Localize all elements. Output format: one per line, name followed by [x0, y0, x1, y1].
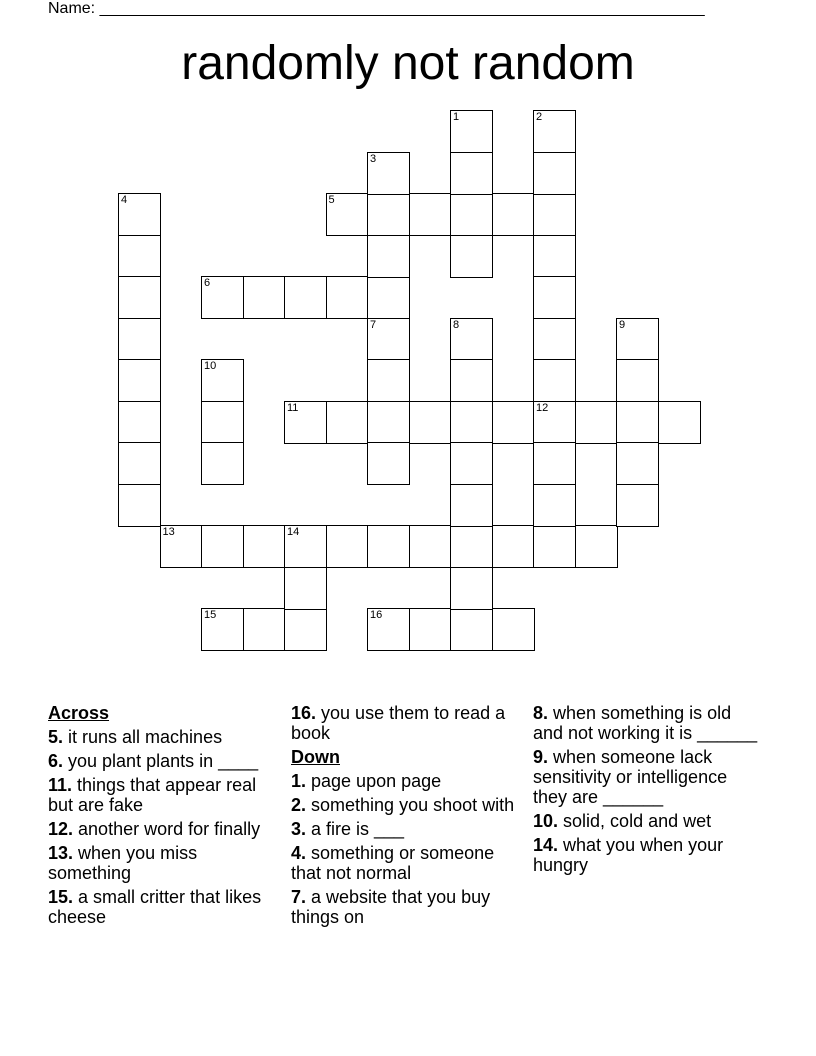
cell-number: 16 [370, 609, 383, 621]
grid-cell[interactable] [367, 318, 410, 361]
clue-text: a fire is ___ [306, 819, 405, 839]
grid-cell[interactable] [367, 193, 410, 236]
grid-cell[interactable] [450, 608, 493, 651]
clue-item [48, 775, 280, 815]
puzzle-title: randomly not random [181, 37, 635, 90]
clue-item [291, 771, 523, 791]
clue-number: 1. [291, 771, 307, 791]
clues-column-2 [291, 703, 523, 931]
clue-text: a small critter that likes cheese [48, 887, 262, 927]
grid-cell[interactable] [533, 193, 576, 236]
clue-text: solid, cold and wet [558, 811, 712, 831]
clue-text: it runs all machines [63, 727, 223, 747]
clue-text: page upon page [306, 771, 442, 791]
grid-cell[interactable] [326, 525, 369, 568]
grid-cell[interactable] [409, 193, 452, 236]
grid-cell[interactable] [243, 276, 286, 319]
grid-cell[interactable] [492, 525, 535, 568]
grid-cell[interactable] [450, 193, 493, 236]
grid-cell[interactable] [284, 525, 327, 568]
cell-number: 6 [204, 277, 211, 289]
grid-cell[interactable] [450, 110, 493, 153]
clue-item [291, 703, 523, 743]
clue-item [48, 819, 280, 839]
clue-text: things that appear real but are fake [48, 775, 257, 815]
grid-cell[interactable] [533, 152, 576, 195]
cell-number: 2 [536, 111, 543, 123]
clues-column-1 [48, 703, 280, 931]
cell-number: 8 [453, 318, 460, 331]
grid-cell[interactable] [326, 401, 369, 444]
grid-cell[interactable] [450, 318, 493, 361]
clue-text: you use them to read a book [291, 703, 506, 743]
clue-text: something you shoot with [306, 795, 515, 815]
clue-number: 11. [48, 775, 73, 795]
clue-number: 8. [533, 703, 549, 723]
grid-cell[interactable] [201, 359, 244, 402]
clue-item [533, 811, 765, 831]
cell-number: 12 [536, 401, 549, 414]
clue-text: another word for finally [73, 819, 261, 839]
grid-cell[interactable] [409, 525, 452, 568]
grid-cell[interactable] [201, 276, 244, 319]
clue-number: 5. [48, 727, 64, 747]
clues-column-3 [533, 703, 765, 879]
clue-item [291, 843, 523, 883]
grid-cell[interactable] [658, 401, 701, 444]
grid-cell[interactable] [616, 442, 659, 485]
grid-cell[interactable] [533, 276, 576, 319]
clue-text: a website that you buy things on [291, 887, 491, 927]
clue-number: 4. [291, 843, 307, 863]
grid-cell[interactable] [616, 359, 659, 402]
clue-item [533, 703, 765, 743]
grid-cell[interactable] [367, 359, 410, 402]
grid-cell[interactable] [118, 442, 161, 485]
clue-number: 2. [291, 795, 307, 815]
grid-cell[interactable] [118, 318, 161, 361]
grid-cell[interactable] [450, 152, 493, 195]
grid-cell[interactable] [201, 442, 244, 485]
clue-text: something or someone that not normal [291, 843, 495, 883]
grid-cell[interactable] [201, 401, 244, 444]
cell-number: 14 [287, 526, 300, 538]
clue-item [48, 843, 280, 883]
clue-item [291, 887, 523, 927]
cell-number: 5 [328, 194, 335, 206]
grid-cell[interactable] [201, 525, 244, 568]
grid-cell[interactable] [284, 276, 327, 319]
grid-cell[interactable] [616, 318, 659, 361]
clue-text: when something is old and not working it is ______ [533, 703, 758, 743]
grid-cell[interactable] [450, 525, 493, 568]
grid-cell[interactable] [492, 608, 535, 651]
clue-item [291, 795, 523, 815]
grid-cell[interactable] [450, 401, 493, 444]
grid-cell[interactable] [118, 235, 161, 278]
grid-cell[interactable] [409, 401, 452, 444]
down-heading: Down [291, 747, 340, 767]
grid-cell[interactable] [118, 193, 161, 236]
grid-cell[interactable] [326, 193, 369, 236]
cell-number: 7 [370, 318, 377, 331]
grid-cell[interactable] [533, 110, 576, 153]
cell-number: 1 [453, 111, 460, 123]
grid-cell[interactable] [284, 401, 327, 444]
grid-cell[interactable] [409, 608, 452, 651]
clue-number: 6. [48, 751, 64, 771]
grid-cell[interactable] [533, 401, 576, 444]
cell-number: 10 [204, 360, 217, 372]
grid-cell[interactable] [367, 276, 410, 319]
grid-cell[interactable] [575, 525, 618, 568]
grid-cell[interactable] [367, 235, 410, 278]
cell-number: 4 [121, 194, 128, 206]
grid-cell[interactable] [533, 525, 576, 568]
grid-cell[interactable] [367, 152, 410, 195]
grid-cell[interactable] [243, 608, 286, 651]
across-heading: Across [48, 703, 110, 723]
cell-number: 13 [162, 526, 175, 538]
grid-cell[interactable] [118, 276, 161, 319]
grid-cell[interactable] [492, 401, 535, 444]
clue-number: 3. [291, 819, 307, 839]
clue-item [48, 751, 280, 771]
clue-item [533, 835, 765, 875]
cell-number: 9 [619, 318, 626, 331]
clue-text: when someone lack sensitivity or intelligence they are ______ [533, 747, 728, 807]
grid-cell[interactable] [367, 401, 410, 444]
grid-cell[interactable] [533, 359, 576, 402]
clue-text: what you when your hungry [533, 835, 724, 875]
grid-cell[interactable] [533, 318, 576, 361]
clue-number: 7. [291, 887, 307, 907]
clue-number: 16. [291, 703, 317, 723]
grid-cell[interactable] [367, 608, 410, 651]
grid-cell[interactable] [616, 484, 659, 527]
cell-number: 15 [204, 609, 217, 621]
grid-cell[interactable] [243, 525, 286, 568]
grid-cell[interactable] [201, 608, 244, 651]
grid-cell[interactable] [575, 401, 618, 444]
cell-number: 3 [370, 152, 377, 165]
clue-text: when you miss something [48, 843, 198, 883]
clue-item [533, 747, 765, 807]
grid-cell[interactable] [533, 442, 576, 485]
name-field-label: Name: ____________________________________________________________________ [48, 0, 705, 17]
clue-item [291, 819, 523, 839]
grid-cell[interactable] [450, 442, 493, 485]
clue-number: 10. [533, 811, 559, 831]
clue-item [48, 887, 280, 927]
clue-number: 13. [48, 843, 74, 863]
grid-cell[interactable] [450, 484, 493, 527]
grid-cell[interactable] [284, 608, 327, 651]
grid-cell[interactable] [450, 359, 493, 402]
clue-item [48, 727, 280, 747]
grid-cell[interactable] [118, 484, 161, 527]
clue-number: 15. [48, 887, 74, 907]
grid-cell[interactable] [367, 525, 410, 568]
clue-number: 14. [533, 835, 559, 855]
grid-cell[interactable] [616, 401, 659, 444]
cell-number: 11 [287, 401, 299, 414]
grid-cell[interactable] [533, 235, 576, 278]
grid-cell[interactable] [367, 442, 410, 485]
grid-cell[interactable] [160, 525, 203, 568]
grid-cell[interactable] [450, 235, 493, 278]
grid-cell[interactable] [284, 567, 327, 610]
grid-cell[interactable] [118, 359, 161, 402]
grid-cell[interactable] [492, 193, 535, 236]
grid-cell[interactable] [118, 401, 161, 444]
clue-number: 12. [48, 819, 74, 839]
clue-number: 9. [533, 747, 549, 767]
clue-text: you plant plants in ____ [63, 751, 259, 771]
grid-cell[interactable] [450, 567, 493, 610]
grid-cell[interactable] [326, 276, 369, 319]
grid-cell[interactable] [533, 484, 576, 527]
